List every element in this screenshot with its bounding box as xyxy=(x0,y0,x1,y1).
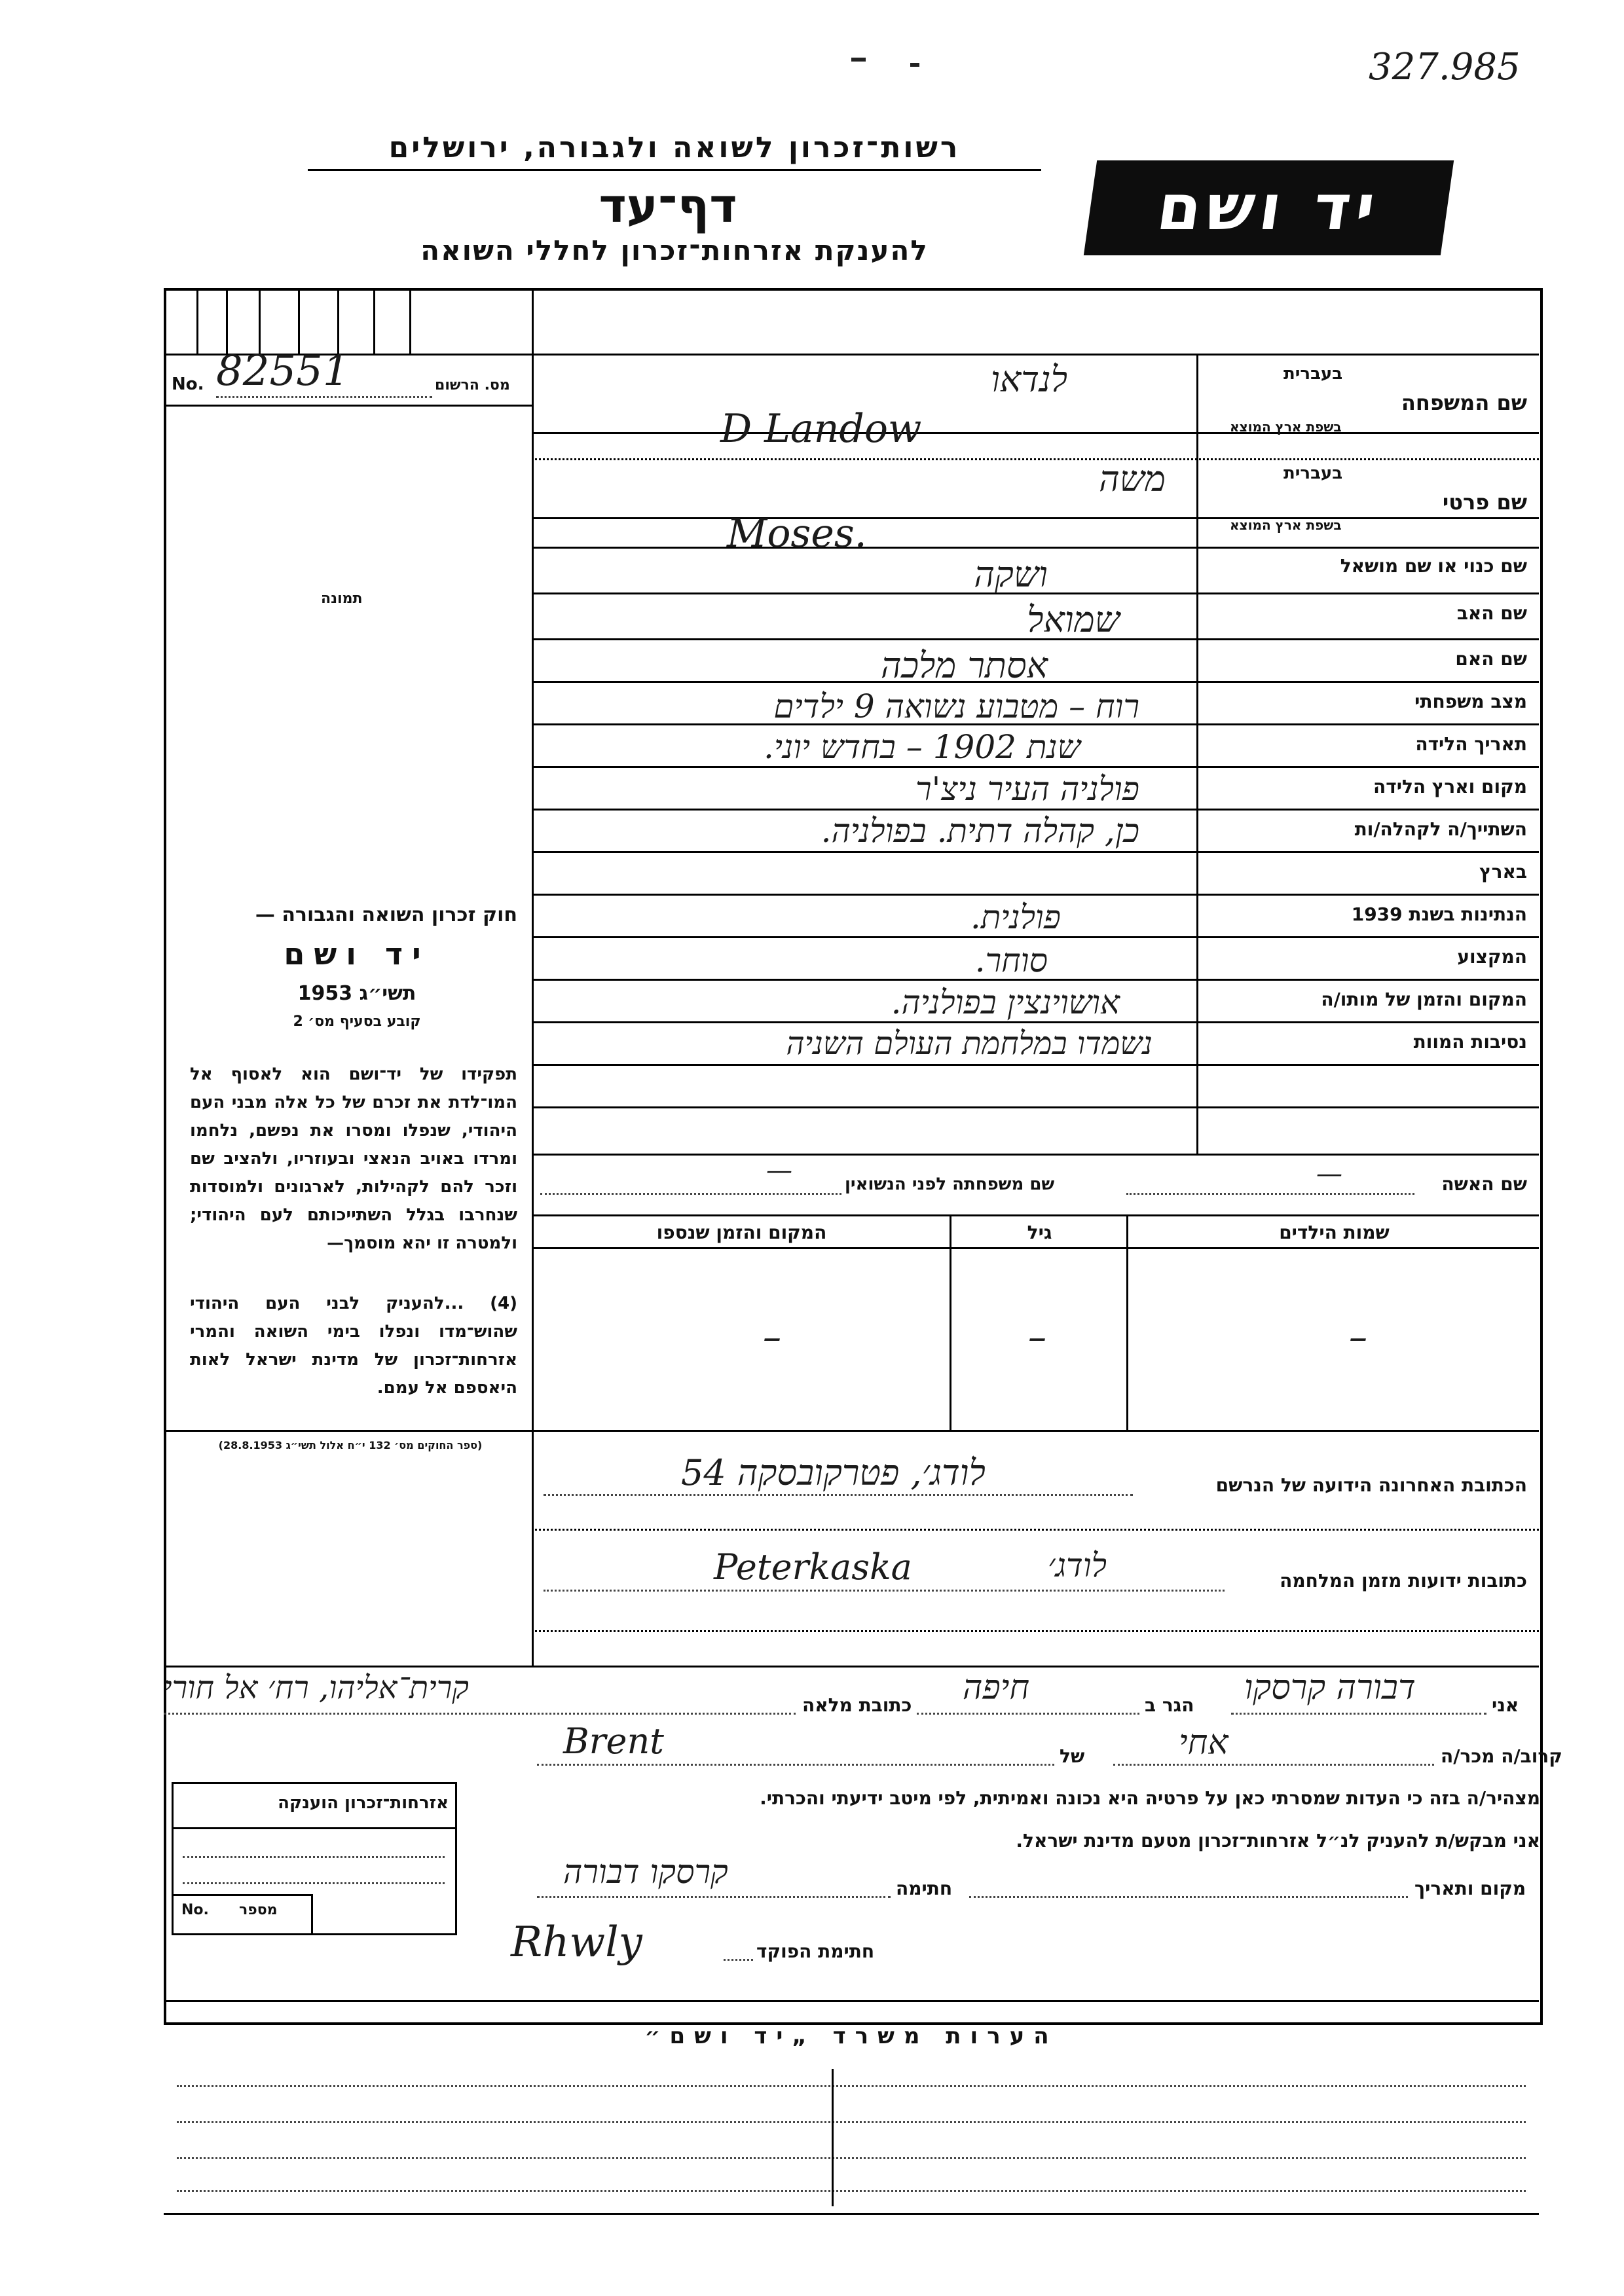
citizenship-box-rule-v xyxy=(311,1894,313,1933)
declarant-i-label: אני xyxy=(1492,1694,1519,1716)
children-name-value: – xyxy=(1349,1316,1367,1358)
row-line xyxy=(532,766,1539,768)
top-strip-line xyxy=(164,354,1539,355)
wife-maiden-label: שם משפחתה לפני הנשואין xyxy=(845,1175,1055,1194)
top-strip-tick xyxy=(196,291,198,354)
relation-label: קרוב/ה מכר/ה xyxy=(1441,1745,1562,1767)
signature-dots xyxy=(537,1896,891,1898)
citizenship-box-rule xyxy=(174,1827,455,1829)
war-address-latin: Peterkaska xyxy=(714,1546,912,1588)
law-footnote: (ספר החוקים מס׳ 132 י״ח אלול תשי״ג 28.8.1953) xyxy=(218,1439,483,1451)
field-sub-origin: בשפת ארץ המוצא xyxy=(1230,419,1342,435)
address-line xyxy=(532,1529,1539,1531)
signature-value: קרסקו דבורה xyxy=(563,1853,728,1891)
top-strip-tick xyxy=(259,291,261,354)
registration-no-label: No. xyxy=(172,374,204,394)
value-family-name-latin: D Landow xyxy=(720,406,922,452)
full-address-dots xyxy=(164,1713,796,1715)
signature-label: חתימה xyxy=(896,1878,953,1899)
top-strip-tick xyxy=(373,291,375,354)
of-value: Brent xyxy=(563,1721,664,1762)
top-strip-tick xyxy=(337,291,339,354)
law-name: יד ושם xyxy=(284,936,430,972)
label-column-border xyxy=(1196,354,1198,1154)
declarant-name-dots xyxy=(1231,1713,1486,1715)
children-col-border xyxy=(950,1214,951,1430)
of-dots xyxy=(537,1764,1054,1766)
field-sub-origin: בשפת ארץ המוצא xyxy=(1230,517,1342,533)
children-header-place-time: המקום והזמן שנספו xyxy=(656,1222,827,1243)
address-line xyxy=(532,1630,1539,1632)
value-community: כן, קהלה דתית. בפולניה. xyxy=(821,812,1139,850)
value-birth-place: פולניה העיר ניצ'ר xyxy=(915,770,1139,808)
remarks-divider xyxy=(832,2069,834,2206)
citizenship-number-label: מספר xyxy=(239,1902,278,1918)
relation-dots xyxy=(1113,1764,1434,1766)
war-address-label: כתובות ידועות מזמן המלחמה xyxy=(1280,1570,1527,1592)
top-strip-tick xyxy=(409,291,411,354)
field-sub-hebrew: בעברית xyxy=(1283,364,1343,384)
declaration-text-2: אני מבקש/ת להעניק לנ״ל אזרחות־זכרון מטעם מדינת ישראל. xyxy=(1016,1830,1540,1851)
remarks-dots xyxy=(177,2190,1526,2192)
value-marital-status: רוח – מטבוע נשואה 9 ילדים xyxy=(773,687,1139,725)
value-nickname: ושקה xyxy=(974,554,1048,595)
field-label-birth-place: מקום וארץ הלידה xyxy=(1373,776,1527,797)
law-title: חוק זכרון השואה והגבורה — xyxy=(255,903,517,926)
row-line xyxy=(532,517,1539,519)
row-line xyxy=(532,547,1539,549)
registration-label: מס. הרשום xyxy=(435,377,510,393)
row-line xyxy=(532,432,1539,434)
authority-underline xyxy=(308,169,1041,171)
address-bottom xyxy=(164,1666,1539,1667)
declarant-name: דבורה קרסקו xyxy=(1244,1668,1416,1707)
yad-vashem-logo xyxy=(1084,160,1454,255)
field-label-nickname: שם כנוי או שם מושאל xyxy=(1340,555,1527,577)
value-profession: סוחר. xyxy=(974,941,1048,979)
field-label-nationality: הנתינות בשנת 1939 xyxy=(1351,903,1527,925)
form-title: דף־עד xyxy=(599,178,737,233)
scan-speck xyxy=(910,63,919,67)
row-line xyxy=(532,1021,1539,1023)
officer-signature-label: חתימת הפוקד xyxy=(756,1941,875,1962)
children-place-value: – xyxy=(763,1316,781,1358)
left-column-border xyxy=(532,291,534,1430)
registration-line xyxy=(164,405,532,407)
remarks-top-line xyxy=(164,2000,1539,2002)
law-text-2: (4) ...להעניק לבני העם היהודי שהוש־מדו ונפלו בימי השואה והמרי אזרחות־זכרון של מדינת ישראל לאות היאספם אל עמם. xyxy=(190,1294,517,1398)
registration-number: 82551 xyxy=(216,347,350,395)
law-text-1: תפקידו של יד־ושם הוא לאסוף אל המו־לדת את זכרם של כל אלה מבני העם היהודי, שנפלו ומסרו את נפשם, נלחמו ומרדו באויב הנאצי ובעוזריו, ולהציב שם וזכר להם לקהילות, לארגונים ולמוסדות שנחרבו בגלל השתייכותם לעם היהודי; ולמטרה זו יהא מוסמך— xyxy=(190,1065,517,1253)
citizenship-box-rule xyxy=(174,1894,311,1896)
value-death-circumstances: נשמדו במלחמת העולם השניה xyxy=(786,1025,1153,1062)
full-address-label: כתובת מלאה xyxy=(802,1694,912,1716)
form-bottom-line xyxy=(164,2213,1539,2215)
value-nationality: פולנית. xyxy=(970,898,1061,936)
row-line xyxy=(532,851,1539,853)
last-address-value: לודג׳, פטרקובסקה 54 xyxy=(681,1452,986,1493)
value-death-place: אושוינצין בפולניה. xyxy=(891,983,1120,1021)
value-father: שמואל xyxy=(1027,599,1120,640)
remarks-dots xyxy=(177,2085,1526,2087)
field-label-death-circumstances: נסיבות המוות xyxy=(1413,1031,1527,1053)
authority-line: רשות־זכרון לשואה ולגבורה, ירושלים xyxy=(388,131,961,164)
archive-number: 327.985 xyxy=(1369,46,1521,88)
field-label-profession: המקצוע xyxy=(1457,946,1527,968)
declarant-city: חיפה xyxy=(963,1668,1030,1707)
declarant-address: קרית־אליהו, רח׳ אל חורי xyxy=(164,1669,469,1706)
children-header-top xyxy=(532,1214,1539,1216)
field-label-death-place: המקום והזמן של מותו/ה xyxy=(1321,989,1527,1010)
war-address-hebrew: לודג׳ xyxy=(1048,1546,1107,1584)
war-address-dots xyxy=(544,1590,1225,1592)
citizenship-box-dots xyxy=(183,1856,445,1858)
children-col-border xyxy=(1126,1214,1128,1430)
wife-value: — xyxy=(1316,1159,1342,1189)
remarks-dots xyxy=(177,2157,1526,2159)
place-date-dots xyxy=(969,1896,1408,1898)
row-line xyxy=(532,809,1539,811)
wife-maiden-dots xyxy=(540,1193,841,1195)
law-clause: קובע בסעיף מס׳ 2 xyxy=(293,1013,421,1030)
value-mother: אסתר מלכה xyxy=(880,645,1048,686)
top-strip-tick xyxy=(226,291,228,354)
logo-text: יד ושם xyxy=(1153,171,1385,244)
value-birth-date: שנת 1902 – בחדש יוני. xyxy=(763,728,1080,766)
registration-dots xyxy=(216,396,432,398)
last-address-label: הכתובת האחרונה הידועה של הנרשם xyxy=(1215,1474,1527,1496)
value-first-name-latin: Moses. xyxy=(727,511,867,556)
wife-label: שם האשה xyxy=(1441,1173,1527,1195)
children-header-age: גיל xyxy=(1027,1222,1052,1243)
officer-signature-dots xyxy=(724,1959,753,1961)
city-dots xyxy=(917,1713,1139,1715)
value-family-name-hebrew: לנדאו xyxy=(991,359,1067,400)
row-line xyxy=(532,1106,1539,1108)
remarks-dots xyxy=(177,2121,1526,2123)
law-year: תשי״ג 1953 xyxy=(297,982,416,1005)
row-line xyxy=(532,458,1539,460)
row-line xyxy=(532,1154,1539,1156)
resides-label: הגר ב xyxy=(1145,1694,1194,1716)
children-header-bottom xyxy=(532,1247,1539,1249)
place-date-label: מקום ותאריך xyxy=(1414,1878,1526,1899)
form-subtitle: להענקת אזרחות־זכרון לחללי השואה xyxy=(420,234,929,266)
row-line xyxy=(532,894,1539,896)
officer-signature: Rhwly xyxy=(511,1918,642,1967)
value-first-name-hebrew: משה xyxy=(1099,458,1166,500)
last-address-dots xyxy=(544,1494,1133,1496)
wife-maiden-value: — xyxy=(766,1156,792,1186)
field-label-mother: שם האם xyxy=(1455,648,1527,670)
of-label: של xyxy=(1060,1745,1085,1767)
field-label-country: בארץ xyxy=(1479,861,1527,883)
declaration-text-1: מצהיר/ה בזה כי העדות שמסרתי כאן על פרטיה היא נכונה ואמיתית, לפי מיטב ידיעתי והכרתי. xyxy=(760,1787,1540,1809)
top-strip-tick xyxy=(298,291,300,354)
citizenship-box-title: אזרחות־זכרון הוענקה xyxy=(278,1793,449,1813)
field-label-family-name: שם המשפחה xyxy=(1401,390,1527,415)
scan-speck xyxy=(851,58,866,62)
field-label-birth-date: תאריך הלידה xyxy=(1415,733,1527,755)
citizenship-box xyxy=(172,1782,457,1935)
field-label-father: שם האב xyxy=(1456,602,1527,624)
row-line xyxy=(532,936,1539,938)
field-label-community: השתייך/ה לקהלה/ות xyxy=(1354,818,1527,840)
photo-label: תמונה xyxy=(321,591,363,607)
children-header-names: שמות הילדים xyxy=(1279,1222,1390,1243)
children-age-value: – xyxy=(1028,1316,1046,1358)
field-label-marital-status: מצב משפחתי xyxy=(1414,691,1527,712)
relation-value: אחי xyxy=(1179,1723,1228,1762)
citizenship-box-dots xyxy=(183,1882,445,1884)
field-label-first-name: שם פרטי xyxy=(1442,490,1527,515)
citizenship-no-label: No. xyxy=(181,1902,209,1918)
wife-dots xyxy=(1126,1193,1414,1195)
children-table-bottom xyxy=(164,1430,1539,1432)
office-remarks-title: הערות משרד „יד ושם״ xyxy=(644,2023,1058,2049)
field-sub-hebrew: בעברית xyxy=(1283,464,1343,483)
row-line xyxy=(532,1064,1539,1066)
address-left-border xyxy=(532,1430,534,1666)
